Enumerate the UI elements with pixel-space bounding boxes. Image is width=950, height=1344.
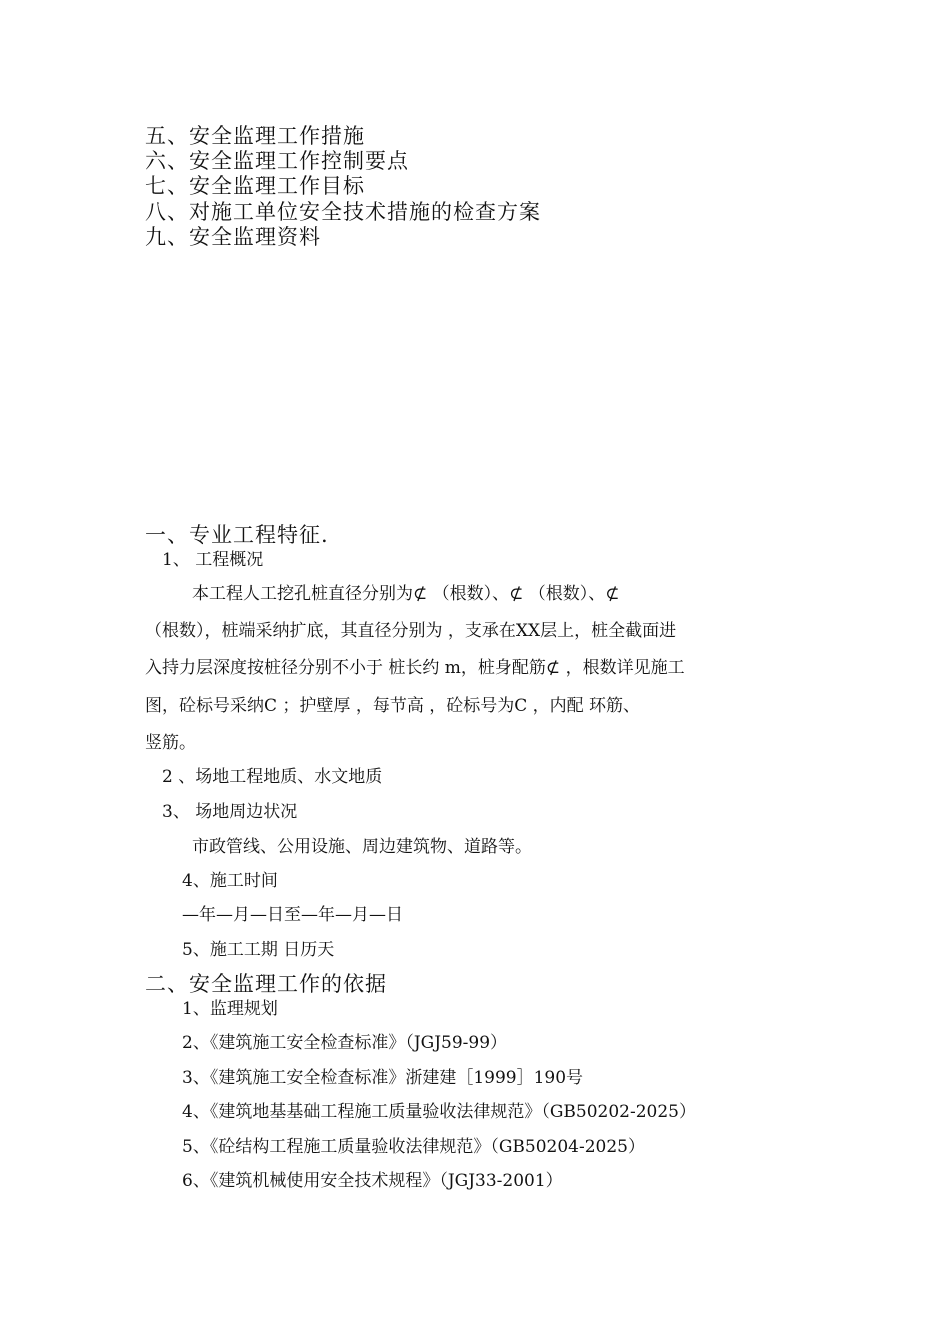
section1-sub4-title: 4、施工时间 <box>182 871 278 891</box>
section1-paragraph-line-1: 本工程人工挖孔桩直径分别为⊄ （根数）、⊄ （根数）、⊄ <box>192 584 620 604</box>
section2-item-4: 4、《建筑地基基础工程施工质量验收法律规范》（GB50202-2025） <box>182 1102 696 1122</box>
section1-sub2-title: 2 、场地工程地质、水文地质 <box>162 767 383 787</box>
section1-paragraph-line-3: 入持力层深度按桩径分别不小于 桩长约 m，桩身配筋⊄ ，根数详见施工 <box>145 658 685 678</box>
section2-item-2: 2、《建筑施工安全检查标准》（JGJ59-99） <box>182 1033 508 1053</box>
section1-paragraph-line-2: （根数），桩端采纳扩底，其直径分别为 ，支承在XX层上，桩全截面进 <box>145 621 677 641</box>
section2-title: 二、安全监理工作的依据 <box>145 972 387 996</box>
section1-sub3-title: 3、 场地周边状况 <box>162 802 298 822</box>
section2-item-3: 3、《建筑施工安全检查标准》浙建建［1999］190号 <box>182 1068 584 1088</box>
section1-title: 一、专业工程特征. <box>145 523 329 547</box>
section1-sub5-title: 5、施工工期 日历天 <box>182 940 335 960</box>
section2-item-5: 5、《砼结构工程施工质量验收法律规范》（GB50204-2025） <box>182 1137 645 1157</box>
section1-paragraph-line-5: 竖筋。 <box>145 733 196 753</box>
section1-sub4-text: —年—月—日至—年—月—日 <box>182 905 403 925</box>
toc-item-7: 七、安全监理工作目标 <box>145 174 365 198</box>
toc-item-5: 五、安全监理工作措施 <box>145 124 365 148</box>
toc-item-6: 六、安全监理工作控制要点 <box>145 149 409 173</box>
section2-item-6: 6、《建筑机械使用安全技术规程》（JGJ33-2001） <box>182 1171 563 1191</box>
section1-sub3-text: 市政管线、公用设施、周边建筑物、道路等。 <box>192 837 532 857</box>
toc-item-9: 九、安全监理资料 <box>145 225 321 249</box>
section2-item-1: 1、监理规划 <box>182 999 278 1019</box>
section1-sub1-title: 1、 工程概况 <box>162 550 264 570</box>
toc-item-8: 八、对施工单位安全技术措施的检查方案 <box>145 200 541 224</box>
section1-paragraph-line-4: 图，砼标号采纳C ；护壁厚 ，每节高 ，砼标号为C ，内配 环筋、 <box>145 696 641 716</box>
